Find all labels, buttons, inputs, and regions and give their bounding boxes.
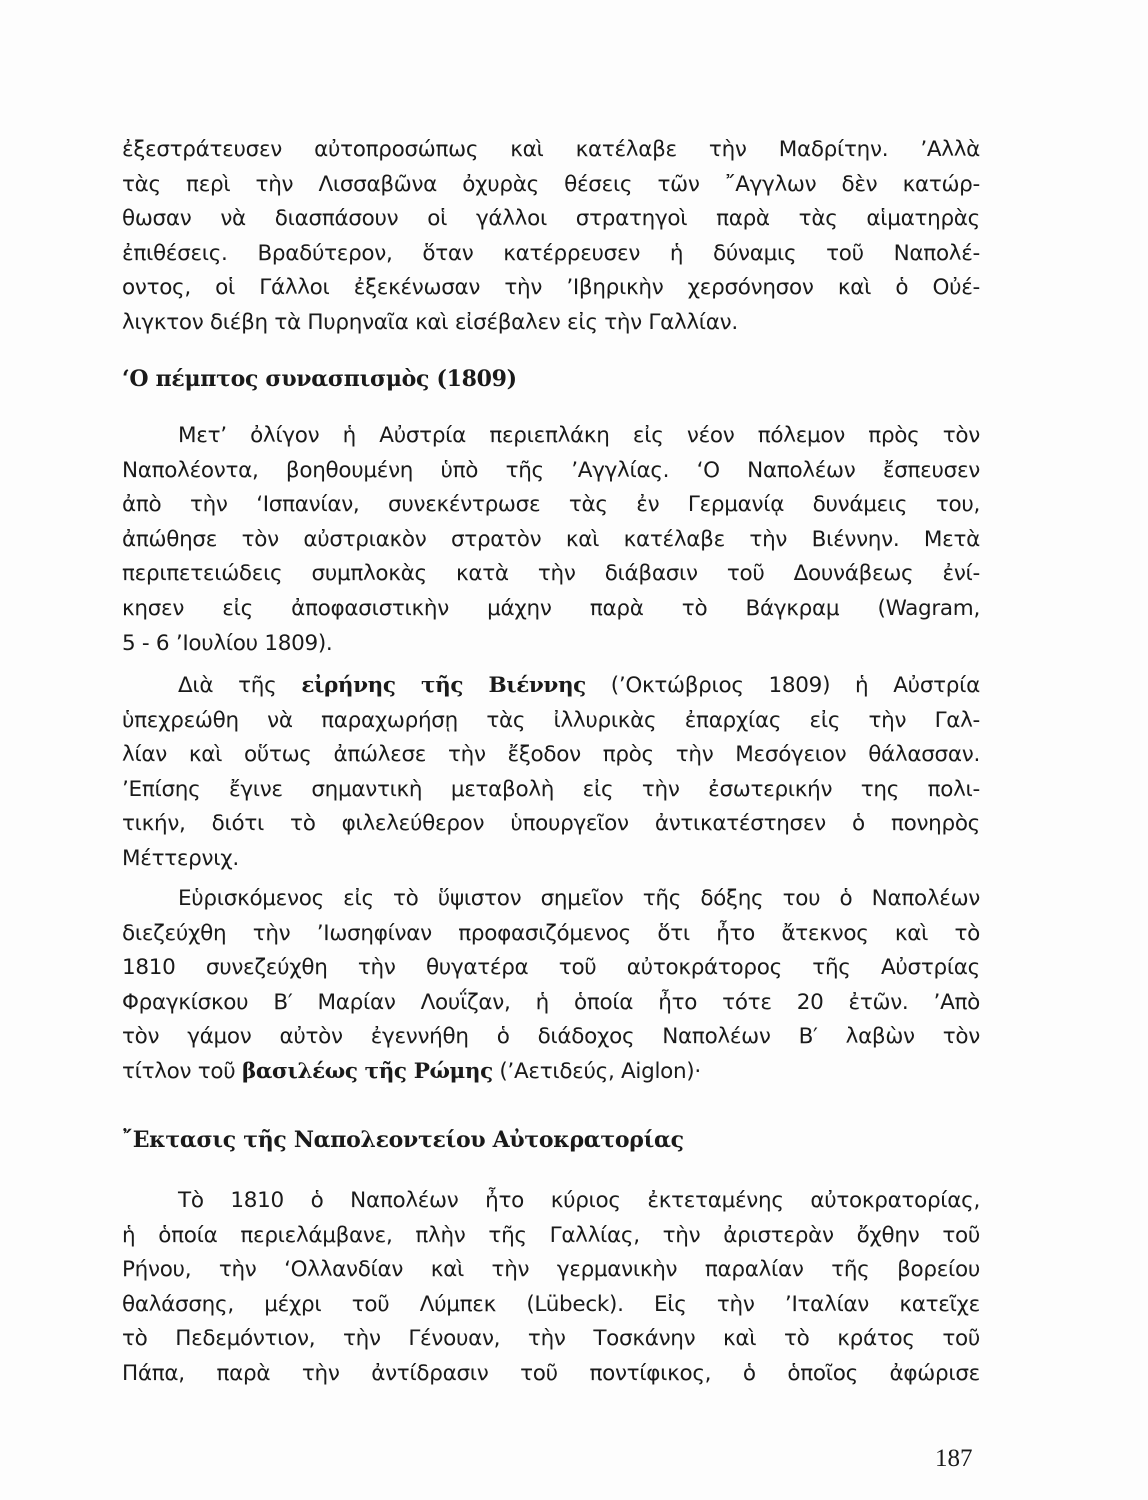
text-segment: ἐξεστράτευσεν αὐτοπροσώπως καὶ κατέλαβε τὴν Μαδρίτην. ’Αλλὰ	[122, 137, 980, 162]
text-segment: 5 - 6 ’Ιουλίου 1809).	[122, 630, 333, 656]
text-segment: 1810 συνεζεύχθη τὴν θυγατέρα τοῦ αὐτοκράτορος τῆς Αὐστρίας	[122, 955, 980, 981]
paragraph-empire-extent	[122, 1184, 980, 1392]
text-line	[122, 557, 980, 592]
text-segment: διεζεύχθη τὴν ’Ιωσηφίναν προφασιζόμενος ὅτι ἦτο ἄτεκνος καὶ τὸ	[122, 920, 980, 946]
text-segment: οντος, οἱ Γάλλοι ἐξεκένωσαν τὴν ’Ιβηρικὴν χερσόνησον καὶ ὁ Οὐέ-	[122, 275, 980, 301]
section-heading-extent-of-empire: ῎Εκτασις τῆς Ναπολεοντείου Αὐτοκρατορίας	[122, 1127, 684, 1153]
bold-term: εἰρήνης τῆς Βιέννης	[301, 673, 586, 698]
text-line	[122, 419, 980, 454]
text-line	[122, 271, 980, 306]
text-segment: τὸν γάμον αὐτὸν ἐγεννήθη ὁ διάδοχος Ναπολέων Β′ λαβὼν τὸν	[122, 1024, 980, 1050]
text-line	[122, 1219, 980, 1254]
text-line	[122, 986, 980, 1021]
text-line	[122, 807, 980, 842]
text-segment: Τὸ 1810 ὁ Ναπολέων ἦτο κύριος ἐκτεταμένης αὐτοκρατορίας,	[178, 1188, 980, 1213]
text-line	[122, 488, 980, 523]
text-segment: ἐπιθέσεις. Βραδύτερον, ὅταν κατέρρευσεν ἡ δύναμις τοῦ Ναπολέ-	[122, 240, 980, 266]
text-line	[122, 1020, 980, 1055]
text-segment: κησεν εἰς ἀποφασιστικὴν μάχην παρὰ τὸ Βάγκραμ (Wagram,	[122, 595, 980, 621]
text-segment: Ρήνου, τὴν ‘Ολλανδίαν καὶ τὴν γερμανικὴν παραλίαν τῆς βορείου	[122, 1257, 980, 1283]
text-line	[122, 168, 980, 203]
text-line	[122, 592, 980, 627]
text-line	[122, 627, 980, 662]
paragraph-peace-of-vienna	[122, 669, 980, 877]
text-segment: Ναπολέοντα, βοηθουμένη ὑπὸ τῆς ’Αγγλίας. ‘Ο Ναπολέων ἔσπευσεν	[122, 457, 980, 483]
text-line	[122, 1055, 980, 1090]
text-segment: Μέττερνιχ.	[122, 845, 239, 871]
text-segment: (’Αετιδεύς, Aiglon)·	[492, 1058, 701, 1084]
text-segment: Διὰ τῆς	[178, 673, 302, 698]
text-line	[122, 1322, 980, 1357]
text-line	[122, 842, 980, 877]
text-segment: τὰς περὶ τὴν Λισσαβῶνα ὀχυρὰς θέσεις τῶν ῎Αγγλων δὲν κατώρ-	[122, 171, 980, 197]
text-segment: ἀπώθησε τὸν αὐστριακὸν στρατὸν καὶ κατέλαβε τὴν Βιέννην. Μετὰ	[122, 526, 980, 552]
section-heading-fifth-coalition: ‘Ο πέμπτος συνασπισμὸς (1809)	[122, 366, 517, 392]
text-line	[122, 1184, 980, 1219]
text-segment: Μετ’ ὀλίγον ἡ Αὐστρία περιεπλάκη εἰς νέον πόλεμον πρὸς τὸν	[178, 423, 980, 448]
text-segment: τὸ Πεδεμόντιον, τὴν Γένουαν, τὴν Τοσκάνην καὶ τὸ κράτος τοῦ	[122, 1326, 980, 1352]
text-line	[122, 704, 980, 739]
text-segment: λίαν καὶ οὕτως ἀπώλεσε τὴν ἔξοδον πρὸς τὴν Μεσόγειον θάλασσαν.	[122, 742, 980, 768]
text-segment: τικήν, διότι τὸ φιλελεύθερον ὑπουργεῖον ἀντικατέστησεν ὁ πονηρὸς	[122, 811, 980, 837]
page-number: 187	[935, 1445, 973, 1472]
text-line	[122, 202, 980, 237]
text-line	[122, 917, 980, 952]
text-line	[122, 523, 980, 558]
text-segment: Εὑρισκόμενος εἰς τὸ ὕψιστον σημεῖον τῆς δόξης του ὁ Ναπολέων	[178, 886, 980, 911]
text-line	[122, 133, 980, 168]
text-segment: ἀπὸ τὴν ‘Ισπανίαν, συνεκέντρωσε τὰς ἐν Γερμανίᾳ δυνάμεις του,	[122, 492, 980, 518]
text-line	[122, 306, 980, 341]
text-segment: θαλάσσης, μέχρι τοῦ Λύμπεκ (Lübeck). Εἰς τὴν ’Ιταλίαν κατεῖχε	[122, 1291, 980, 1317]
text-line	[122, 454, 980, 489]
text-segment: ἡ ὁποία περιελάμβανε, πλὴν τῆς Γαλλίας, τὴν ἀριστερὰν ὄχθην τοῦ	[122, 1222, 980, 1248]
text-line	[122, 669, 980, 704]
paragraph-napoleon-spain	[122, 133, 980, 341]
text-segment: θωσαν νὰ διασπάσουν οἱ γάλλοι στρατηγοὶ παρὰ τὰς αἱματηρὰς	[122, 206, 980, 232]
text-segment: ὑπεχρεώθη νὰ παραχωρήσῃ τὰς ἰλλυρικὰς ἐπαρχίας εἰς τὴν Γαλ-	[122, 707, 980, 733]
text-line	[122, 882, 980, 917]
text-line	[122, 237, 980, 272]
text-segment: Πάπα, παρὰ τὴν ἀντίδρασιν τοῦ ποντίφικος, ὁ ὁποῖος ἀφώρισε	[122, 1360, 980, 1386]
text-segment: Φραγκίσκου Β′ Μαρίαν Λουΐζαν, ἡ ὁποία ἦτο τότε 20 ἐτῶν. ’Απὸ	[122, 989, 980, 1015]
bold-term: βασιλέως τῆς Ρώμης	[241, 1058, 493, 1084]
text-segment: (’Οκτώβριος 1809) ἡ Αὐστρία	[585, 673, 980, 698]
text-line	[122, 1357, 980, 1392]
paragraph-austrian-war	[122, 419, 980, 661]
paragraph-marriage	[122, 882, 980, 1090]
text-line	[122, 1288, 980, 1323]
text-segment: ’Επίσης ἔγινε σημαντικὴ μεταβολὴ εἰς τὴν ἐσωτερικήν της πολι-	[122, 776, 980, 802]
text-line	[122, 951, 980, 986]
text-segment: λιγκτον διέβη τὰ Πυρηναῖα καὶ εἰσέβαλεν εἰς τὴν Γαλλίαν.	[122, 309, 738, 335]
text-segment: περιπετειώδεις συμπλοκὰς κατὰ τὴν διάβασιν τοῦ Δουνάβεως ἐνί-	[122, 561, 980, 587]
text-line	[122, 773, 980, 808]
text-line	[122, 738, 980, 773]
text-line	[122, 1253, 980, 1288]
text-segment: τίτλον τοῦ	[122, 1058, 242, 1084]
